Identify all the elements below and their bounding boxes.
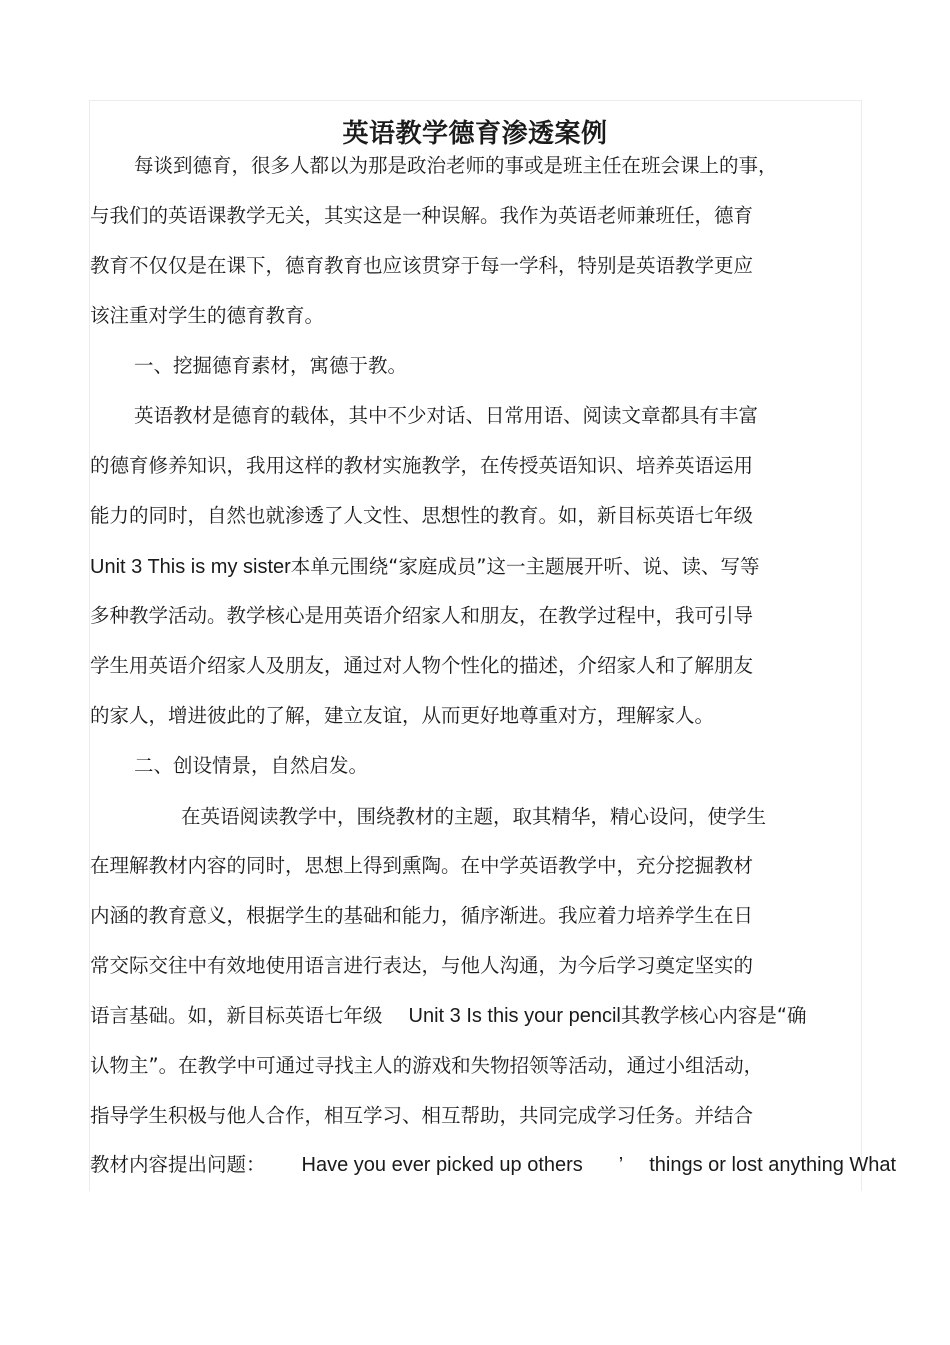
question-part-1: Have you ever picked up others	[301, 1154, 583, 1176]
unit-title-pencil: Unit 3 Is this your pencil	[408, 1005, 621, 1027]
paragraph-line-7: 的德育修养知识，我用这样的教材实施教学，在传授英语知识、培养英语运用	[90, 454, 754, 477]
paragraph-line-17: 常交际交往中有效地使用语言进行表达，与他人沟通，为今后学习奠定坚实的	[90, 954, 754, 977]
paragraph-line-10: 多种教学活动。教学核心是用英语介绍家人和朋友，在教学过程中，我可引导	[90, 604, 754, 627]
question-apostrophe: ’	[618, 1154, 624, 1176]
line-18-before: 语言基础。如，新目标英语七年级	[90, 1004, 383, 1027]
paragraph-line-3: 教育不仅仅是在课下，德育教育也应该贯穿于每一学科，特别是英语教学更应	[90, 254, 754, 277]
question-part-2: things or lost anything What	[649, 1154, 897, 1176]
paragraph-line-6: 英语教材是德育的载体，其中不少对话、日常用语、阅读文章都具有丰富	[134, 404, 759, 427]
line-21-before: 教材内容提出问题：	[90, 1153, 266, 1176]
paragraph-line-8: 能力的同时，自然也就渗透了人文性、思想性的教育。如，新目标英语七年级	[90, 504, 754, 527]
document-title: 英语教学德育渗透案例	[342, 119, 608, 150]
section-heading-1: 一、挖掘德育素材，寓德于教。	[134, 354, 408, 377]
paragraph-line-1: 每谈到德育，很多人都以为那是政治老师的事或是班主任在班会课上的事，	[134, 154, 778, 177]
line-9-rest: 本单元围绕“家庭成员”这一主题展开听、说、读、写等	[290, 555, 760, 578]
paragraph-line-14: 在英语阅读教学中，围绕教材的主题，取其精华，精心设问，使学生	[181, 805, 767, 828]
paragraph-line-21	[90, 1151, 896, 1179]
paragraph-line-11: 学生用英语介绍家人及朋友，通过对人物个性化的描述，介绍家人和了解朋友	[90, 654, 754, 677]
paragraph-line-16: 内涵的教育意义，根据学生的基础和能力，循序渐进。我应着力培养学生在日	[90, 904, 754, 927]
paragraph-line-12: 的家人，增进彼此的了解，建立友谊，从而更好地尊重对方，理解家人。	[90, 704, 715, 727]
section-heading-2: 二、创设情景，自然启发。	[134, 754, 369, 777]
paragraph-line-9	[90, 553, 760, 581]
paragraph-line-2: 与我们的英语课教学无关，其实这是一种误解。我作为英语老师兼班任，德育	[90, 204, 754, 227]
paragraph-line-4: 该注重对学生的德育教育。	[90, 304, 325, 327]
paragraph-line-19: 认物主”。在教学中可通过寻找主人的游戏和失物招领等活动，通过小组活动，	[90, 1054, 764, 1077]
paragraph-line-15: 在理解教材内容的同时，思想上得到熏陶。在中学英语教学中，充分挖掘教材	[90, 854, 754, 877]
line-18-after: 其教学核心内容是“确	[620, 1004, 807, 1027]
paragraph-line-18	[90, 1002, 806, 1030]
unit-title-sister: Unit 3 This is my sister	[90, 556, 291, 578]
paragraph-line-20: 指导学生积极与他人合作，相互学习、相互帮助，共同完成学习任务。并结合	[90, 1104, 754, 1127]
